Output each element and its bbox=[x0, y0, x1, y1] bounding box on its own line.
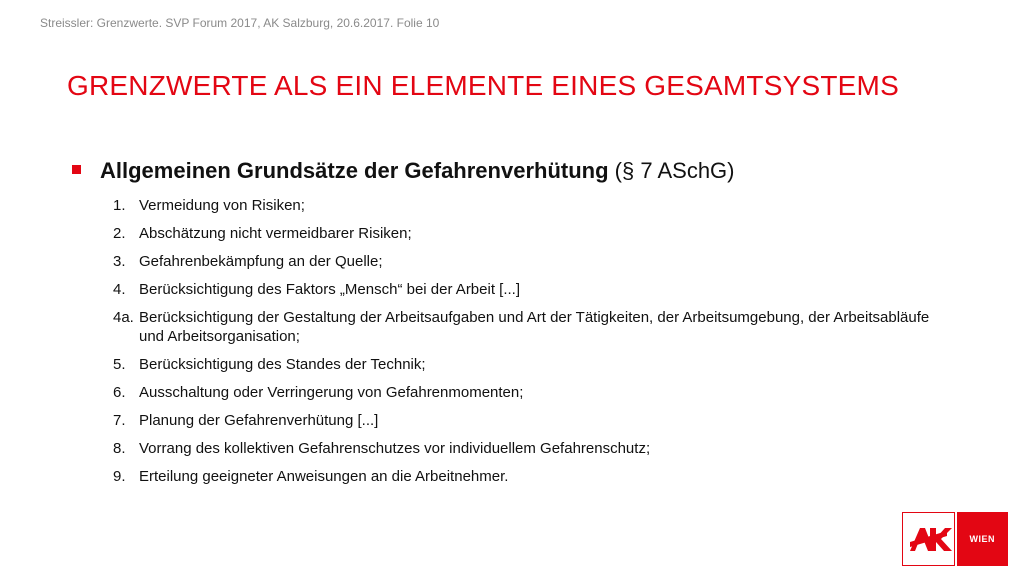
wien-label: WIEN bbox=[957, 512, 1009, 566]
main-bullet bbox=[72, 158, 735, 184]
item-number: 5. bbox=[113, 356, 126, 373]
item-number: 4. bbox=[113, 281, 126, 298]
item-text: Gefahrenbekämpfung an der Quelle; bbox=[139, 253, 383, 270]
item-text: Ausschaltung oder Verringerung von Gefahrenmomenten; bbox=[139, 384, 524, 401]
bullet-heading-reference: (§ 7 ASchG) bbox=[608, 158, 735, 183]
item-number: 2. bbox=[113, 225, 126, 242]
item-number: 6. bbox=[113, 384, 126, 401]
item-text: Berücksichtigung der Gestaltung der Arbeitsaufgaben und Art der Tätigkeiten, der Arbeitsumgebung, der Arbeitsabläufe und Arbeitsorganisation; bbox=[139, 309, 930, 345]
item-text: Vorrang des kollektiven Gefahrenschutzes vor individuellem Gefahrenschutz; bbox=[139, 440, 651, 457]
list-item bbox=[113, 355, 943, 374]
list-item bbox=[113, 196, 943, 215]
item-text: Berücksichtigung des Faktors „Mensch“ bei der Arbeit [...] bbox=[139, 281, 520, 298]
item-number: 3. bbox=[113, 253, 126, 270]
ak-wien-logo bbox=[902, 512, 1008, 566]
bullet-heading bbox=[100, 158, 735, 184]
slide-footer: Streissler: Grenzwerte. SVP Forum 2017, AK Salzburg, 20.6.2017. Folie 10 bbox=[40, 16, 440, 30]
list-item bbox=[113, 439, 943, 458]
item-text: Abschätzung nicht vermeidbarer Risiken; bbox=[139, 225, 412, 242]
list-item bbox=[113, 467, 943, 486]
item-text: Berücksichtigung des Standes der Technik; bbox=[139, 356, 426, 373]
ak-logo-icon bbox=[903, 513, 954, 565]
item-text: Planung der Gefahrenverhütung [...] bbox=[139, 412, 379, 429]
item-number: 4a. bbox=[113, 309, 134, 326]
list-item bbox=[113, 411, 943, 430]
item-number: 8. bbox=[113, 440, 126, 457]
item-number: 7. bbox=[113, 412, 126, 429]
item-text: Vermeidung von Risiken; bbox=[139, 197, 305, 214]
item-number: 9. bbox=[113, 468, 126, 485]
list-item bbox=[113, 383, 943, 402]
slide-title: GRENZWERTE ALS EIN ELEMENTE EINES GESAMTSYSTEMS bbox=[67, 70, 899, 101]
principles-list bbox=[113, 196, 943, 495]
ak-logo-mark bbox=[902, 512, 955, 566]
list-item bbox=[113, 252, 943, 271]
bullet-heading-bold: Allgemeinen Grundsätze der Gefahrenverhütung bbox=[100, 158, 609, 183]
item-number: 1. bbox=[113, 197, 126, 214]
item-text: Erteilung geeigneter Anweisungen an die Arbeitnehmer. bbox=[139, 468, 509, 485]
list-item bbox=[113, 280, 943, 299]
list-item bbox=[113, 308, 943, 346]
square-bullet-icon bbox=[72, 165, 81, 174]
list-item bbox=[113, 224, 943, 243]
